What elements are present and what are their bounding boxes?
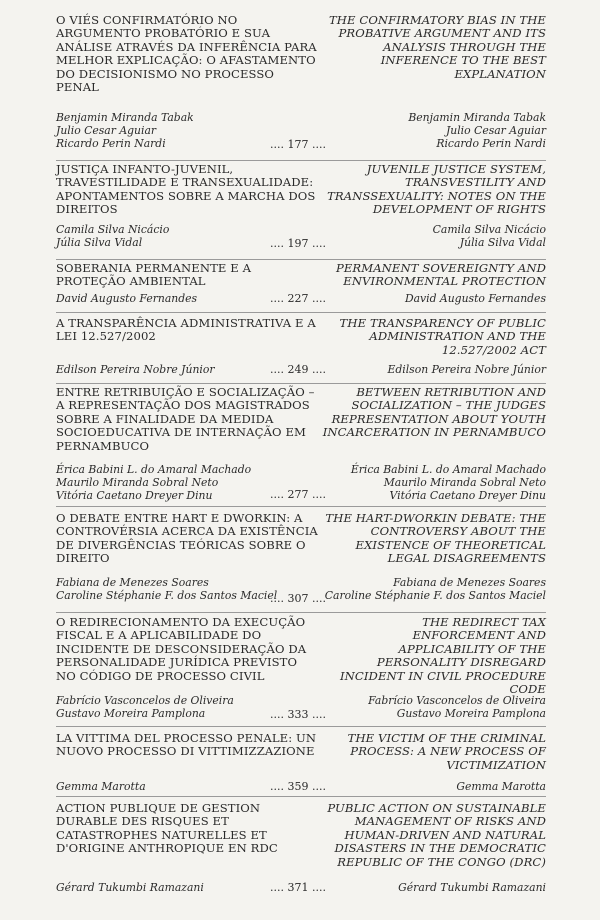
author-list bbox=[322, 694, 546, 720]
author-list bbox=[322, 292, 546, 305]
author-name: Edilson Pereira Nobre Júnior bbox=[387, 363, 546, 376]
author-name: Benjamin Miranda Tabak bbox=[408, 111, 546, 124]
author-name: Érica Babini L. do Amaral Machado bbox=[56, 463, 252, 476]
page-number[interactable]: .... 177 .... bbox=[270, 138, 326, 151]
author-list bbox=[322, 363, 546, 376]
en-column bbox=[322, 13, 546, 151]
author-list bbox=[322, 111, 546, 151]
toc-entry bbox=[56, 262, 546, 313]
en-title: BETWEEN RETRIBUTION AND SOCIALIZATION – THE JUDGES REPRESENTATION ABOUT YOUTH INCARCERATION IN PERNAMBUCO bbox=[322, 385, 546, 440]
author-name: Maurilo Miranda Sobral Neto bbox=[56, 476, 219, 490]
page-number[interactable]: .... 359 .... bbox=[270, 780, 326, 793]
page-number[interactable]: .... 371 .... bbox=[270, 881, 326, 894]
toc-entry bbox=[56, 616, 546, 727]
en-title: THE VICTIM OF THE CRIMINAL PROCESS: A NEW PROCESS OF VICTIMIZATION bbox=[347, 731, 546, 772]
pt-title: LA VITTIMA DEL PROCESSO PENALE: UN NUOVO PROCESSO DI VITTIMIZZAZIONE bbox=[56, 731, 317, 759]
author-name: Gemma Marotta bbox=[456, 780, 546, 793]
toc-entry bbox=[56, 386, 546, 507]
author-name: Fabiana de Menezes Soares bbox=[56, 576, 209, 589]
page-number[interactable]: .... 197 .... bbox=[270, 237, 326, 250]
toc-entry bbox=[56, 802, 546, 902]
toc-entry bbox=[56, 512, 546, 613]
en-title: PERMANENT SOVEREIGNTY AND ENVIRONMENTAL PROTECTION bbox=[335, 261, 546, 289]
author-name: Gérard Tukumbi Ramazani bbox=[56, 881, 204, 894]
author-name: Maurilo Miranda Sobral Neto bbox=[383, 476, 546, 490]
author-name: Gérard Tukumbi Ramazani bbox=[398, 881, 546, 894]
author-name: Caroline Stéphanie F. dos Santos Maciel bbox=[56, 589, 278, 603]
en-column bbox=[322, 511, 546, 603]
author-name: David Augusto Fernandes bbox=[404, 292, 546, 305]
author-name: Vitória Caetano Dreyer Dinu bbox=[56, 489, 213, 503]
author-name: Edilson Pereira Nobre Júnior bbox=[56, 363, 215, 376]
pt-title: ENTRE RETRIBUIÇÃO E SOCIALIZAÇÃO – A REPRESENTAÇÃO DOS MAGISTRADOS SOBRE A FINALIDADE DA MEDIDA SOCIOEDUCATIVA DE INTERNAÇÃO EM PERNAMBUCO bbox=[56, 385, 315, 453]
en-title: THE CONFIRMATORY BIAS IN THE PROBATIVE ARGUMENT AND ITS ANALYSIS THROUGH THE INFERENCE TO THE BEST EXPLANATION bbox=[328, 13, 546, 81]
page-number[interactable]: .... 249 .... bbox=[270, 363, 326, 376]
en-column bbox=[322, 801, 546, 894]
author-name: Gemma Marotta bbox=[56, 780, 146, 793]
author-list bbox=[322, 463, 546, 503]
author-name: David Augusto Fernandes bbox=[56, 292, 198, 305]
en-title: THE HART-DWORKIN DEBATE: THE CONTROVERSY ABOUT THE EXISTENCE OF THEORETICAL LEGAL DISAGREEMENTS bbox=[325, 511, 546, 566]
en-column bbox=[322, 261, 546, 305]
toc-entry bbox=[56, 14, 546, 161]
author-name: Érica Babini L. do Amaral Machado bbox=[350, 463, 546, 476]
author-list bbox=[322, 780, 546, 793]
author-name: Camila Silva Nicácio bbox=[56, 223, 170, 236]
en-title: THE REDIRECT TAX ENFORCEMENT AND APPLICABILITY OF THE PERSONALITY DISREGARD INCIDENT IN CIVIL PROCEDURE CODE bbox=[339, 615, 546, 697]
author-name: Julio Cesar Aguiar bbox=[445, 124, 546, 138]
en-column bbox=[322, 162, 546, 250]
toc-entry bbox=[56, 317, 546, 384]
toc-entry bbox=[56, 732, 546, 797]
toc-entry bbox=[56, 163, 546, 260]
pt-title: A TRANSPARÊNCIA ADMINISTRATIVA E A LEI 12.527/2002 bbox=[56, 316, 316, 344]
author-list bbox=[322, 576, 546, 602]
pt-title: ACTION PUBLIQUE DE GESTION DURABLE DES RISQUES ET CATASTROPHES NATURELLES ET D'ORIGINE ANTHROPIQUE EN RDC bbox=[56, 801, 278, 856]
author-name: Ricardo Perin Nardi bbox=[436, 137, 546, 151]
author-name: Gustavo Moreira Pamplona bbox=[56, 707, 206, 721]
author-name: Fabrício Vasconcelos de Oliveira bbox=[368, 694, 546, 707]
author-name: Júlia Silva Vidal bbox=[56, 236, 143, 250]
en-column bbox=[322, 731, 546, 793]
author-name: Benjamin Miranda Tabak bbox=[56, 111, 194, 124]
author-list bbox=[322, 223, 546, 249]
author-name: Ricardo Perin Nardi bbox=[56, 137, 166, 151]
pt-title: O VIÉS CONFIRMATÓRIO NO ARGUMENTO PROBATÓRIO E SUA ANÁLISE ATRAVÉS DA INFERÊNCIA PARA MELHOR EXPLICAÇÃO: O AFASTAMENTO DO DECISIONISMO NO PROCESSO PENAL bbox=[56, 13, 317, 95]
en-column bbox=[322, 316, 546, 376]
author-list bbox=[322, 881, 546, 894]
page-number[interactable]: .... 277 .... bbox=[270, 488, 326, 501]
en-title: THE TRANSPARENCY OF PUBLIC ADMINISTRATION AND THE 12.527/2002 ACT bbox=[339, 316, 546, 357]
en-title: JUVENILE JUSTICE SYSTEM, TRANSVESTILITY AND TRANSSEXUALITY: NOTES ON THE DEVELOPMENT OF RIGHTS bbox=[327, 162, 546, 217]
author-name: Julio Cesar Aguiar bbox=[56, 124, 157, 138]
page-number[interactable]: .... 307 .... bbox=[270, 592, 326, 605]
author-name: Vitória Caetano Dreyer Dinu bbox=[389, 489, 546, 503]
pt-title: O DEBATE ENTRE HART E DWORKIN: A CONTROVÉRSIA ACERCA DA EXISTÊNCIA DE DIVERGÊNCIAS TEÓRICAS SOBRE O DIREITO bbox=[56, 511, 318, 566]
author-name: Gustavo Moreira Pamplona bbox=[396, 707, 546, 721]
pt-title: JUSTIÇA INFANTO-JUVENIL, TRAVESTILIDADE E TRANSEXUALIDADE: APONTAMENTOS SOBRE A MARCHA DOS DIREITOS bbox=[56, 162, 316, 217]
pt-title: SOBERANIA PERMANENTE E A PROTEÇÃO AMBIENTAL bbox=[56, 261, 252, 289]
en-title: PUBLIC ACTION ON SUSTAINABLE MANAGEMENT OF RISKS AND HUMAN-DRIVEN AND NATURAL DISASTERS IN THE DEMOCRATIC REPUBLIC OF THE CONGO (DRC) bbox=[327, 801, 546, 869]
page-number[interactable]: .... 333 .... bbox=[270, 708, 326, 721]
author-name: Camila Silva Nicácio bbox=[432, 223, 546, 236]
pt-title: O REDIRECIONAMENTO DA EXECUÇÃO FISCAL E A APLICABILIDADE DO INCIDENTE DE DESCONSIDERAÇÃO DA PERSONALIDADE JURÍDICA PREVISTO NO CÓDIGO DE PROCESSO CIVIL bbox=[56, 615, 307, 683]
en-column bbox=[322, 615, 546, 721]
author-name: Fabiana de Menezes Soares bbox=[393, 576, 546, 589]
author-name: Júlia Silva Vidal bbox=[459, 236, 546, 250]
author-name: Fabrício Vasconcelos de Oliveira bbox=[56, 694, 234, 707]
author-name: Caroline Stéphanie F. dos Santos Maciel bbox=[324, 589, 546, 603]
en-column bbox=[322, 385, 546, 503]
page-number[interactable]: .... 227 .... bbox=[270, 292, 326, 305]
